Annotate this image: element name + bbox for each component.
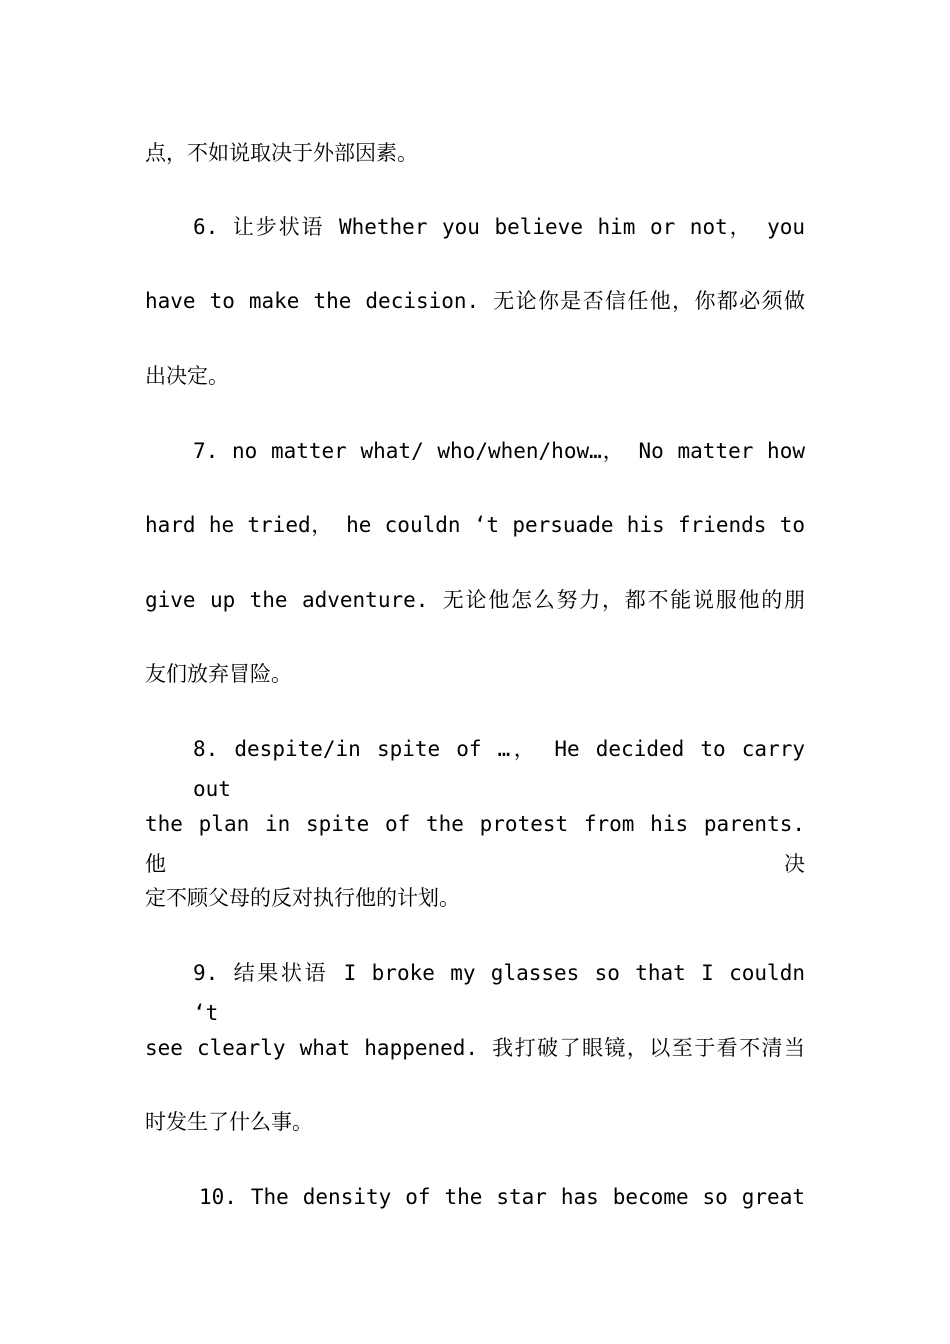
text-line-6: hard he tried， he couldn ‘t persuade his friends to (145, 513, 805, 537)
text-line-8: 友们放弃冒险。 (145, 662, 292, 686)
text-line-2: 6. 让步状语 Whether you believe him or not， you (193, 215, 805, 239)
text-line-14: 时发生了什么事。 (145, 1110, 313, 1134)
text-line-4: 出决定。 (145, 364, 229, 388)
text-line-13: see clearly what happened. 我打破了眼镜，以至于看不清当 (145, 1036, 805, 1060)
text-line-10: the plan in spite of the protest from his parents. 他决 (145, 812, 805, 876)
text-line-15: 10. The density of the star has become so great (199, 1185, 805, 1209)
text-line-9: 8. despite/in spite of …， He decided to carry out (193, 737, 805, 801)
text-line-3: have to make the decision. 无论你是否信任他，你都必须做 (145, 289, 805, 313)
text-line-5: 7. no matter what/ who/when/how…， No matter how (193, 439, 805, 463)
text-line-11: 定不顾父母的反对执行他的计划。 (145, 886, 460, 910)
text-line-1: 点，不如说取决于外部因素。 (145, 141, 418, 165)
text-line-7: give up the adventure. 无论他怎么努力，都不能说服他的朋 (145, 588, 805, 612)
text-line-12: 9. 结果状语 I broke my glasses so that I couldn ‘t (193, 961, 805, 1025)
